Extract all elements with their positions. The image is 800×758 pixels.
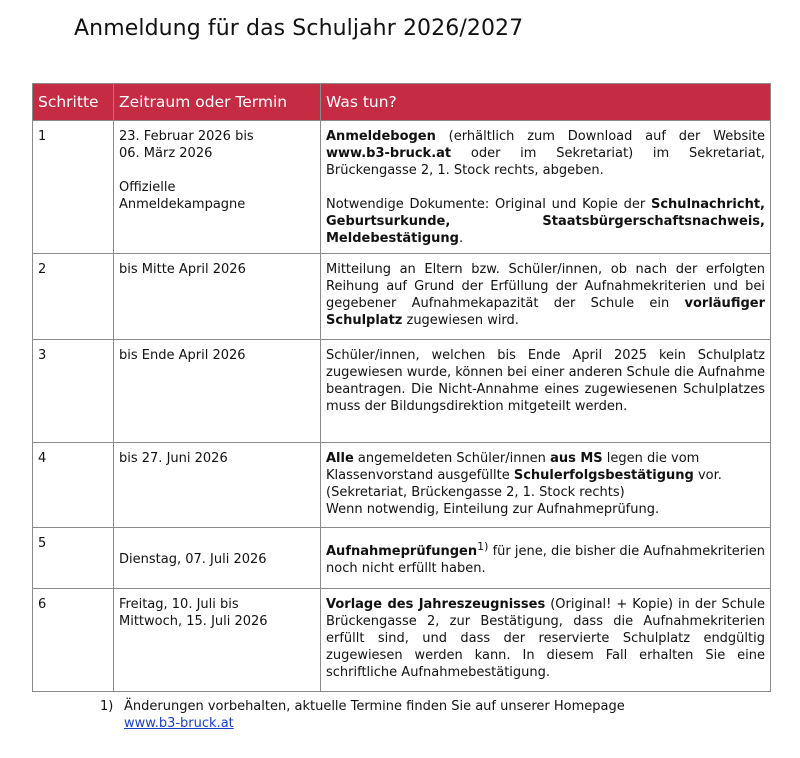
step-number: 3 [33,340,114,443]
text: für jene, die bisher die Aufnahmekriterien noch nicht erfüllt haben. [326,543,765,576]
period-cell: bis Mitte April 2026 [114,254,321,340]
bold-term: Anmeldebogen [326,129,436,144]
period-cell: bis 27. Juni 2026 [114,443,321,528]
footnote-number: 1) [100,699,114,714]
footnote-text: Änderungen vorbehalten, aktuelle Termine finden Sie auf unserer Homepage [124,699,625,714]
text: Wenn notwendig, Einteilung zur Aufnahmeprüfung. [326,502,660,517]
period-cell [114,589,321,692]
page-title: Anmeldung für das Schuljahr 2026/2027 [74,16,524,41]
text: vor. [693,468,722,483]
period-end: Mittwoch, 15. Juli 2026 [119,614,268,629]
bold-term: Aufnahmeprüfungen [326,543,478,559]
bold-term: Vorlage des Jahreszeugnisses [326,597,546,612]
text: legen die vom Klassenvorstand ausgefüllte [326,451,700,483]
footnote [100,698,625,732]
website-reference: www.b3-bruck.at [326,146,452,161]
step-number: 4 [33,443,114,528]
period-text: Dienstag, 07. Juli 2026 [119,552,267,567]
step-number: 6 [33,589,114,692]
bold-term: Schulerfolgsbestätigung [513,468,694,483]
footnote-marker: 1) [477,539,489,553]
period-note: Offizielle [119,180,176,195]
step-number: 2 [33,254,114,340]
table-row [33,340,771,443]
text: angemeldeten Schüler/innen [353,451,551,466]
period-note: Anmeldekampagne [119,197,246,212]
step-number: 1 [33,121,114,254]
text: (erhältlich zum Download auf der Website [435,129,765,144]
period-start: Freitag, 10. Juli bis [119,597,239,612]
step-number: 5 [33,528,114,589]
required-documents: Schulnachricht, Geburtsurkunde, Staatsbürgerschaftsnachweis, Meldebestätigung [326,197,765,246]
text: (Sekretariat, Brückengasse 2, 1. Stock rechts) [326,485,625,500]
bold-term: aus MS [550,451,603,466]
description-cell: Schüler/innen, welchen bis Ende April 2025 kein Schulplatz zugewiesen wurde, können bei einer anderen Schule die Aufnahme beantragen. Die Nicht-Annahme eines zugewiesenen Schulplatzes muss der Bildungsdirektion mitgeteilt werden. [321,340,771,443]
homepage-link[interactable]: www.b3-bruck.at [124,716,234,731]
period-cell [114,528,321,589]
text: . [458,231,464,246]
description-cell [321,443,771,528]
table-row [33,121,771,254]
table-header-row [33,84,771,121]
description-cell [321,254,771,340]
description-cell [321,589,771,692]
bold-term: vorläufiger Schulplatz [326,296,765,328]
period-start: 23. Februar 2026 bis [119,129,254,144]
description-cell [321,121,771,254]
header-period: Zeitraum oder Termin [114,84,321,121]
header-todo: Was tun? [321,84,771,121]
bold-term: Alle [326,451,354,466]
period-end: 06. März 2026 [119,146,213,161]
text: zugewiesen wird. [402,313,519,328]
text: oder im Sekretariat) im Sekretariat, Brückengasse 2, 1. Stock rechts, abgeben. [326,146,765,178]
table-row [33,589,771,692]
table-row [33,254,771,340]
text: Notwendige Dokumente: Original und Kopie der [326,197,651,212]
table-row [33,528,771,589]
table-row [33,443,771,528]
schedule-table [32,83,771,692]
header-step: Schritte [33,84,114,121]
period-cell: bis Ende April 2026 [114,340,321,443]
period-cell [114,121,321,254]
description-cell [321,528,771,589]
text: (Original! + Kopie) in der Schule Brückengasse 2, zur Bestätigung, dass die Aufnahmekriterien erfüllt sind, und dass der reservierte Schulplatz endgültig zugewiesen werden kann. In diesem Fall erhalten Sie eine schriftliche Aufnahmebestätigung. [326,597,765,680]
text: Mitteilung an Eltern bzw. Schüler/innen, ob nach der erfolgten Reihung auf Grund der Erfüllung der Aufnahmekriterien und bei gegebener Aufnahmekapazität der Schule ein [326,262,765,311]
